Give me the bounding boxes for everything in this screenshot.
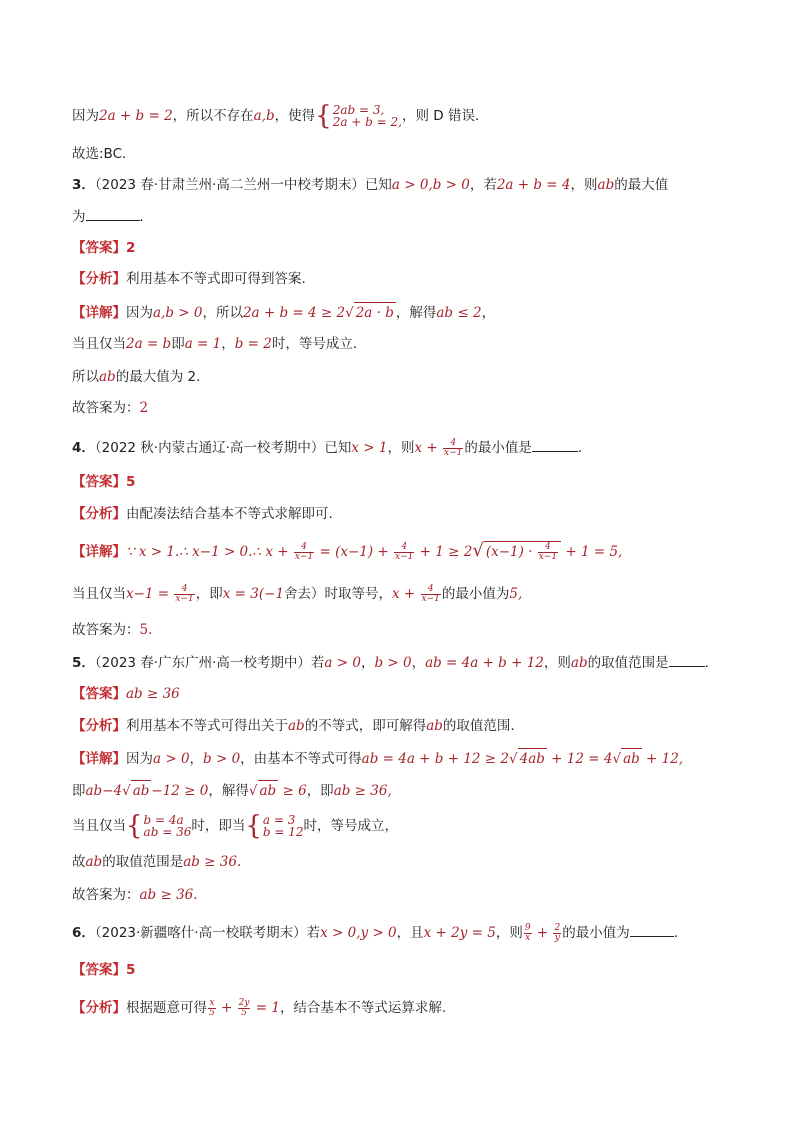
question-5: 5．（2023 春·广东广州·高一校考期中）若a > 0，b > 0，ab = 4a + b + 12，则ab的取值范围是 . [72, 652, 709, 673]
question-3: 3．（2023 春·甘肃兰州·高二兰州一中校考期末）已知a > 0,b > 0，若2a + b = 4，则ab的最大值 [72, 177, 669, 193]
text-line: 故选:BC. [72, 146, 127, 162]
sqrt: 2a · b [354, 302, 396, 323]
detail-line: 当且仅当 { b = 4a ab = 36 时，即当 { a = 3 b = 12 时，等号成立， [72, 811, 399, 841]
final-answer: 故答案为：ab ≥ 36. [72, 887, 198, 903]
detail-line: 当且仅当2a = b即a = 1，b = 2时，等号成立． [72, 336, 367, 352]
question-6: 6．（2023·新疆喀什·高一校联考期末）若x > 0,y > 0，且x + 2y = 5，则 $\frac{9}{x}$ + $\frac{2}{y}$ 的最小值为 . [72, 922, 678, 943]
answer-line: 【答案】5 [72, 474, 136, 490]
analysis-line: 【分析】利用基本不等式即可得到答案. [72, 271, 306, 287]
text-line: 因为2a + b = 2，所以不存在a,b，使得 { 2ab = 3, 2a + b = 2, ，则 D 错误． [72, 101, 489, 131]
equation-system: { a = 3 b = 12 [245, 811, 304, 841]
detail-line: 故ab的取值范围是ab ≥ 36. [72, 854, 242, 870]
analysis-line: 【分析】根据题意可得 $\frac{x}{5}$ + $\frac{2y}{5}$ = 1，结合基本不等式运算求解. [72, 997, 447, 1018]
math: a,b [253, 108, 275, 124]
analysis-line: 【分析】由配凑法结合基本不等式求解即可. [72, 506, 333, 522]
equation-system: { 2ab = 3, 2a + b = 2, [315, 101, 402, 131]
equation-system: { b = 4a ab = 36 [126, 811, 192, 841]
analysis-line: 【分析】利用基本不等式可得出关于ab的不等式，即可解得ab的取值范围. [72, 718, 515, 734]
detail-line: 【详解】因为a > 0，b > 0，由基本不等式可得ab = 4a + b + 12 ≥ 2√ 4ab + 12 = 4√ ab + 12, [72, 748, 683, 769]
answer-line: 【答案】2 [72, 240, 136, 256]
detail-line: 所以ab的最大值为 2. [72, 369, 201, 385]
detail-line: 【详解】因为a,b > 0，所以2a + b = 4 ≥ 2√ 2a · b ，解得ab ≤ 2， [72, 302, 495, 323]
answer-blank [86, 206, 140, 221]
final-answer: 故答案为：5. [72, 622, 153, 638]
detail-line: 当且仅当x−1 = $\frac{4}{x-1}$ ，即x = 3(−1舍去）时取等号，x + $\frac{4}{x-1}$ 的最小值为5, [72, 583, 523, 604]
math: 2a + b = 2 [99, 108, 173, 124]
answer-line: 【答案】5 [72, 962, 136, 978]
answer-blank [669, 652, 705, 667]
answer-blank [630, 922, 674, 937]
fraction: $\frac{4}{x-1}$ [444, 437, 463, 458]
final-answer: 故答案为：2 [72, 400, 149, 416]
answer-blank [532, 437, 578, 452]
detail-line: 即ab−4√ ab −12 ≥ 0，解得√ ab ≥ 6，即ab ≥ 36, [72, 780, 392, 801]
answer-line: 【答案】ab ≥ 36 [72, 686, 180, 702]
detail-line: 【详解】∵ x > 1.∴ x−1 > 0.∴ x + $\frac{4}{x-1}$ = (x−1) + $\frac{4}{x-1}$ + 1 ≥ 2√ (x−1) · $\frac{4}{x-1}$ + 1 = 5, [72, 540, 623, 562]
question-4: 4．（2022 秋·内蒙古通辽·高一校考期中）已知x > 1，则x + $\frac{4}{x-1}$ 的最小值是 . [72, 437, 583, 458]
question-3-cont: 为 ． [72, 206, 153, 227]
sqrt: (x−1) · $\frac{4}{x-1}$ [484, 541, 561, 562]
